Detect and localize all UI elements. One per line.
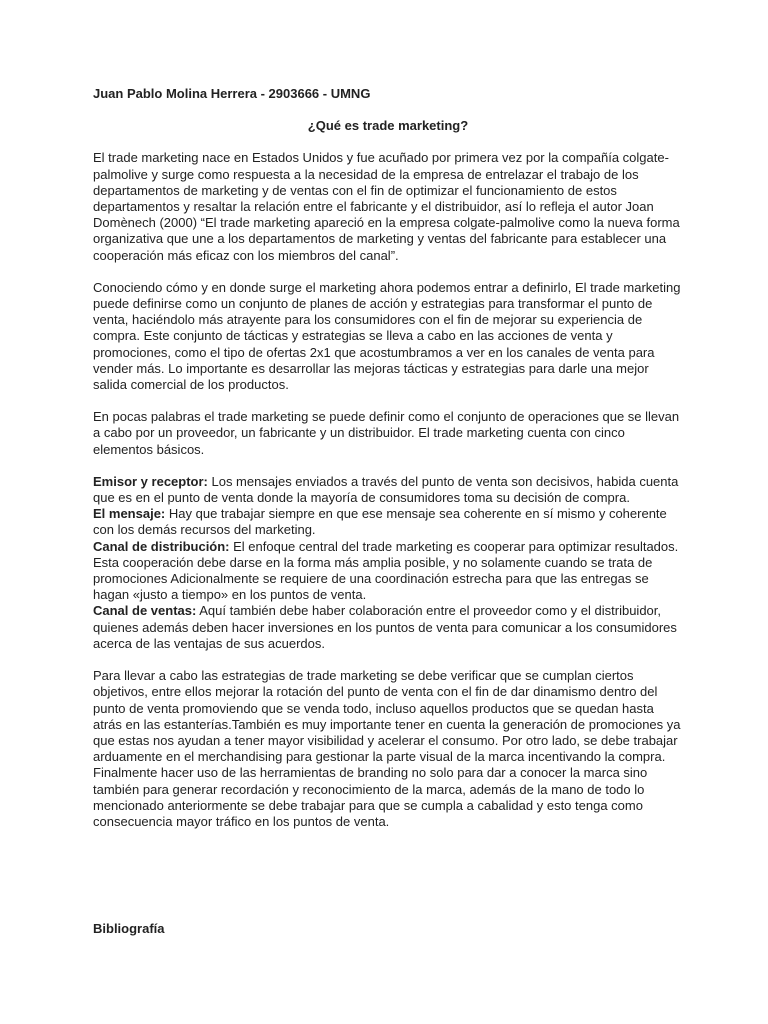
paragraph-closing: Para llevar a cabo las estrategias de trade marketing se debe verificar que se cumplan ciertos objetivos, entre ellos mejorar la rotación del punto de venta con el fin de dar dinamismo dentro del punto de venta promoviendo que se venda todo, incluso aquellos productos que se quedan hasta atrás en las estanterías.También es muy importante tener en cuenta la generación de promociones ya que estas nos ayudan a tener mayor visibilidad y acelerar el consumo. Por otro lado, se debe trabajar arduamente en el merchandising para gestionar la parte visual de la marca incentivando la compra. Finalmente hacer uso de las herramientas de branding no solo para dar a conocer la marca sino también para generar recordación y reconocimiento de la marca, además de la mano de todo lo mencionado anteriormente se debe trabajar para que se cumpla a cabalidad y esto tenga como consecuencia mayor tráfico en los puntos de venta. bbox=[93, 668, 681, 829]
element-item-canal-ventas bbox=[93, 603, 683, 652]
bibliography-heading: Bibliografía bbox=[93, 921, 165, 936]
paragraph-origin: El trade marketing nace en Estados Unidos y fue acuñado por primera vez por la compañía colgate-palmolive y surge como respuesta a la necesidad de la empresa de entrelazar el trabajo de los departamentos de marketing y de ventas con el fin de optimizar el funcionamiento de estos departamentos y resaltar la relación entre el fabricante y el distribuidor, así lo refleja el autor Joan Domènech (2000) “El trade marketing apareció en la empresa colgate-palmolive como la nueva forma organizativa que une a los departamentos de marketing y ventas del fabricante para establecer una cooperación más eficaz con los miembros del canal”. bbox=[93, 150, 680, 263]
element-item-canal-distribucion bbox=[93, 539, 683, 604]
element-item-mensaje bbox=[93, 506, 683, 538]
element-term: Canal de distribución: bbox=[93, 538, 230, 554]
document-title: ¿Qué es trade marketing? bbox=[307, 118, 469, 134]
paragraph-definition: Conociendo cómo y en donde surge el marketing ahora podemos entrar a definirlo, El trade marketing puede definirse como un conjunto de planes de acción y estrategias para transformar el punto de venta, haciéndolo más atrayente para los consumidores con el fin de mejorar su experiencia de compra. Este conjunto de tácticas y estrategias se lleva a cabo en las acciones de venta y promociones, como el tipo de ofertas 2x1 que acostumbramos a ver en los canales de venta para vender más. Lo importante es desarrollar las mejoras tácticas y estrategias para darle una mejor salida comercial de los productos. bbox=[93, 279, 681, 393]
element-text: Los mensajes enviados a través del punto de venta son decisivos, habida cuenta que es en el punto de venta donde la mayoría de consumidores toma su decisión de compra. bbox=[93, 473, 679, 506]
element-text: El enfoque central del trade marketing es cooperar para optimizar resultados. Esta cooperación debe darse en la forma más amplia posible, y no solamente cuando se trata de promociones Adicionalmente se requiere de una coordinación estrecha para que las entregas se hagan «justo a tiempo» en los puntos de venta. bbox=[93, 538, 679, 603]
basic-elements-list bbox=[93, 474, 683, 652]
document-body bbox=[93, 86, 683, 846]
author-line: Juan Pablo Molina Herrera - 2903666 - UMNG bbox=[93, 86, 371, 101]
element-term: El mensaje: bbox=[93, 506, 166, 522]
element-term: Emisor y receptor: bbox=[93, 473, 208, 489]
element-text: Aquí también debe haber colaboración entre el proveedor como y el distribuidor, quienes además deben hacer inversiones en los puntos de venta para comunicar a los consumidores acerca de las ventajas de sus acuerdos. bbox=[93, 603, 677, 651]
paragraph-summary: En pocas palabras el trade marketing se puede definir como el conjunto de operaciones que se llevan a cabo por un proveedor, un fabricante y un distribuidor. El trade marketing cuenta con cinco elementos básicos. bbox=[93, 409, 680, 457]
element-item-emisor bbox=[93, 474, 683, 506]
element-term: Canal de ventas: bbox=[93, 603, 197, 619]
element-text: Hay que trabajar siempre en que ese mensaje sea coherente en sí mismo y coherente con los demás recursos del marketing. bbox=[93, 506, 667, 538]
